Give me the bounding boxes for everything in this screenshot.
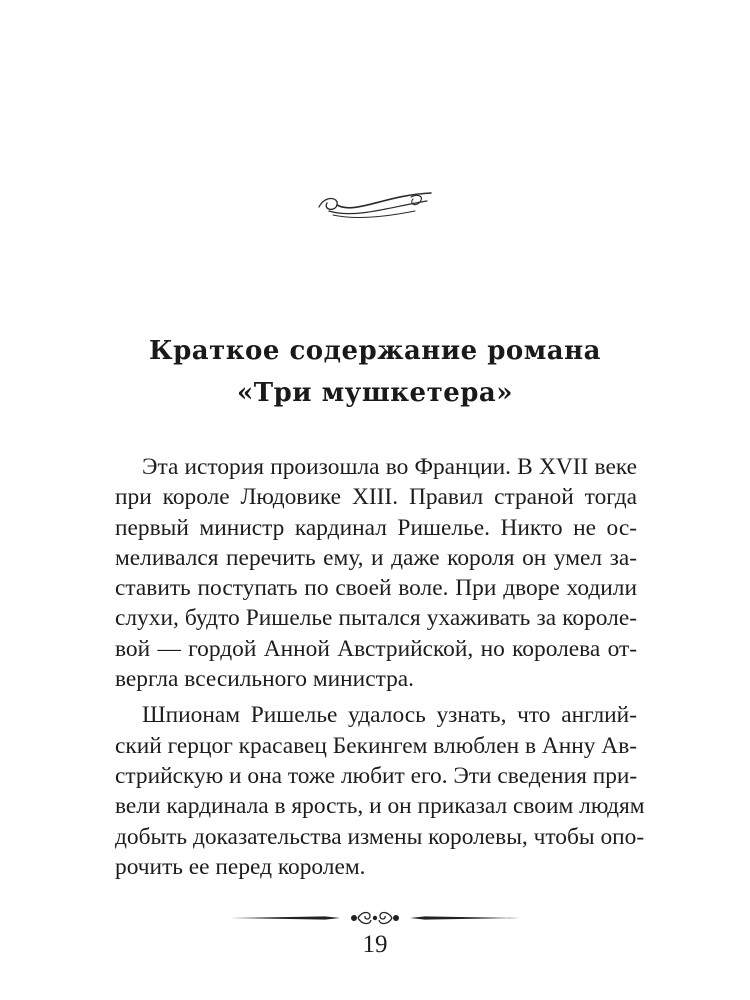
- chapter-title: [0, 330, 750, 414]
- text-line: меливался перечить ему, и даже короля он умел за-: [115, 544, 637, 571]
- divider-icon: [230, 908, 520, 928]
- text-line: Эта история произошла во Франции. В XVII веке: [142, 454, 637, 480]
- page-number: 19: [362, 931, 388, 958]
- text-line: рочить ее перед королем.: [115, 853, 366, 880]
- text-line: ский герцог красавец Бекингем влюблен в Анну Ав-: [115, 732, 638, 759]
- title-line-2: «Три мушкетера»: [236, 378, 514, 408]
- text-line: слухи, будто Ришелье пытался ухаживать за короле-: [115, 605, 637, 632]
- text-line: при короле Людовике XIII. Правил страной тогда: [115, 484, 637, 511]
- text-line: ставить поступать по своей воле. При дворе ходили: [115, 575, 637, 602]
- flourish-icon: [315, 185, 435, 225]
- text-line: стрийскую и она тоже любит его. Эти сведения при-: [115, 762, 638, 789]
- text-line: вергла всесильного министра.: [115, 666, 415, 693]
- text-line: первый министр кардинал Ришелье. Никто не ос-: [115, 514, 637, 541]
- text-line: добыть доказательства измены королевы, чтобы опо-: [115, 823, 645, 850]
- text-line: Шпионам Ришелье удалось узнать, что англий-: [142, 702, 637, 729]
- text-line: вой — гордой Анной Австрийской, но королева от-: [115, 635, 637, 662]
- title-line-1: Краткое содержание романа: [148, 336, 602, 366]
- text-line: вели кардинала в ярость, и он приказал своим людям: [115, 793, 645, 820]
- paragraph-1: [115, 452, 637, 694]
- paragraph-2: [115, 700, 645, 882]
- body-text: [115, 452, 645, 882]
